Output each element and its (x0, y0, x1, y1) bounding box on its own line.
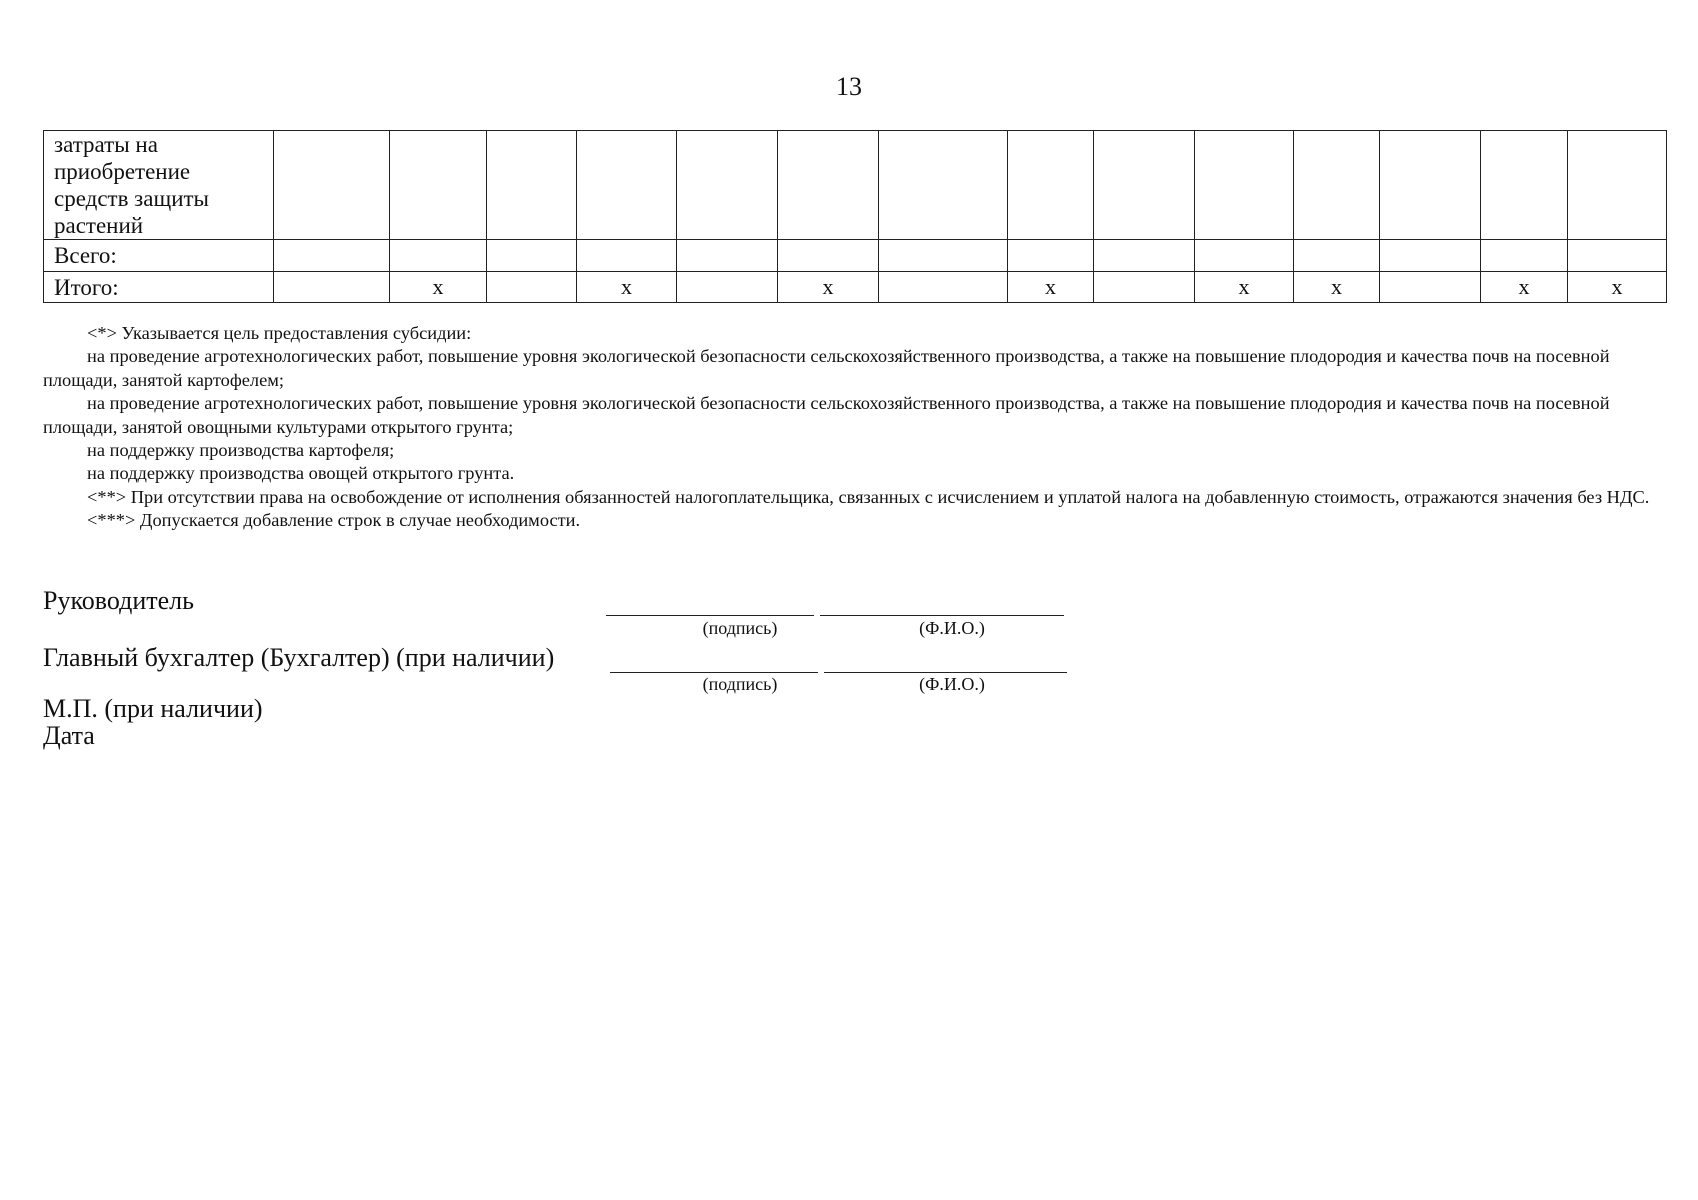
footnote-rows: <***> Допускается добавление строк в случае необходимости. (87, 510, 581, 531)
cell-not-applicable-mark: x (1008, 272, 1094, 303)
table-cell (1380, 131, 1481, 240)
cell-not-applicable-mark: x (1195, 272, 1294, 303)
table-cell (1481, 131, 1568, 240)
footnote-purpose-potato-production: на поддержку производства картофеля; (87, 440, 395, 461)
table-cell (778, 240, 879, 272)
cell-not-applicable-mark: x (577, 272, 677, 303)
footnote-purpose-vegetable-production: на поддержку производства овощей открытого грунта. (87, 463, 515, 484)
accountant-name-line (824, 672, 1067, 673)
stamp-label: М.П. (при наличии) (43, 694, 263, 723)
accountant-label: Главный бухгалтер (Бухгалтер) (при наличии) (43, 643, 555, 672)
table-cell (274, 240, 390, 272)
table-cell (879, 131, 1008, 240)
table-cell (1094, 240, 1195, 272)
date-label: Дата (43, 721, 95, 750)
table-cell (1094, 131, 1195, 240)
table-cell (1008, 240, 1094, 272)
head-signature-caption: (подпись) (702, 618, 778, 638)
row-label-line: растений (54, 213, 144, 238)
page-number: 13 (836, 72, 862, 101)
table-cell (1008, 131, 1094, 240)
row-label-line: приобретение (54, 159, 191, 184)
table-row-plant-protection-costs (44, 131, 1667, 240)
accountant-signature-line (610, 672, 818, 673)
footnotes (43, 322, 1651, 533)
table-cell (677, 240, 778, 272)
table-cell (879, 272, 1008, 303)
table-cell (274, 272, 390, 303)
footnote-vat: <**> При отсутствии права на освобождение от исполнения обязанностей налогоплательщика, связанных с исчислением и уплатой налога на добавленную стоимость, отражаются значения без НДС. (87, 486, 1650, 507)
footnote-purpose-potato-agrotech: на проведение агротехнологических работ, повышение уровня экологической безопасности сельскохозяйственного производства, а также на повышение плодородия и качества почв на посевной площади, занятой картофелем; (43, 346, 1610, 390)
accountant-signature-caption: (подпись) (702, 674, 778, 694)
table-cell (390, 240, 487, 272)
table-cell (1380, 240, 1481, 272)
table-cell (1380, 272, 1481, 303)
table-cell (677, 131, 778, 240)
row-label (44, 131, 274, 240)
table-cell (1294, 131, 1380, 240)
cell-not-applicable-mark: x (778, 272, 879, 303)
footnote-purpose: <*> Указывается цель предоставления субсидии: (87, 323, 472, 343)
cell-not-applicable-mark: x (390, 272, 487, 303)
head-name-line (820, 615, 1064, 616)
table-cell (487, 131, 577, 240)
table-cell (1568, 240, 1667, 272)
cell-not-applicable-mark: x (1481, 272, 1568, 303)
table-cell (778, 131, 879, 240)
cell-not-applicable-mark: x (1568, 272, 1667, 303)
cell-not-applicable-mark: x (1294, 272, 1380, 303)
table-cell (487, 272, 577, 303)
table-cell (1294, 240, 1380, 272)
table-cell (1481, 240, 1568, 272)
table-cell (1195, 131, 1294, 240)
table-cell (577, 240, 677, 272)
table-cell (879, 240, 1008, 272)
row-label: Всего: (44, 240, 274, 272)
table-cell (1094, 272, 1195, 303)
head-signature-line (606, 615, 814, 616)
table-cell (390, 131, 487, 240)
row-label-line: средств защиты (54, 186, 210, 211)
table-cell (487, 240, 577, 272)
table-row-total (44, 240, 1667, 272)
table-cell (677, 272, 778, 303)
accountant-name-caption: (Ф.И.О.) (919, 674, 985, 694)
table-row-grand-total (44, 272, 1667, 303)
table-cell (1195, 240, 1294, 272)
table-cell (274, 131, 390, 240)
cost-table (43, 130, 1667, 303)
row-label: Итого: (44, 272, 274, 303)
head-label: Руководитель (43, 586, 194, 615)
table-cell (577, 131, 677, 240)
head-name-caption: (Ф.И.О.) (919, 618, 985, 638)
row-label-line: затраты на (54, 132, 158, 157)
footnote-purpose-vegetable-agrotech: на проведение агротехнологических работ, повышение уровня экологической безопасности сельскохозяйственного производства, а также на повышение плодородия и качества почв на посевной площади, занятой овощными культурами открытого грунта; (43, 393, 1610, 437)
table-cell (1568, 131, 1667, 240)
